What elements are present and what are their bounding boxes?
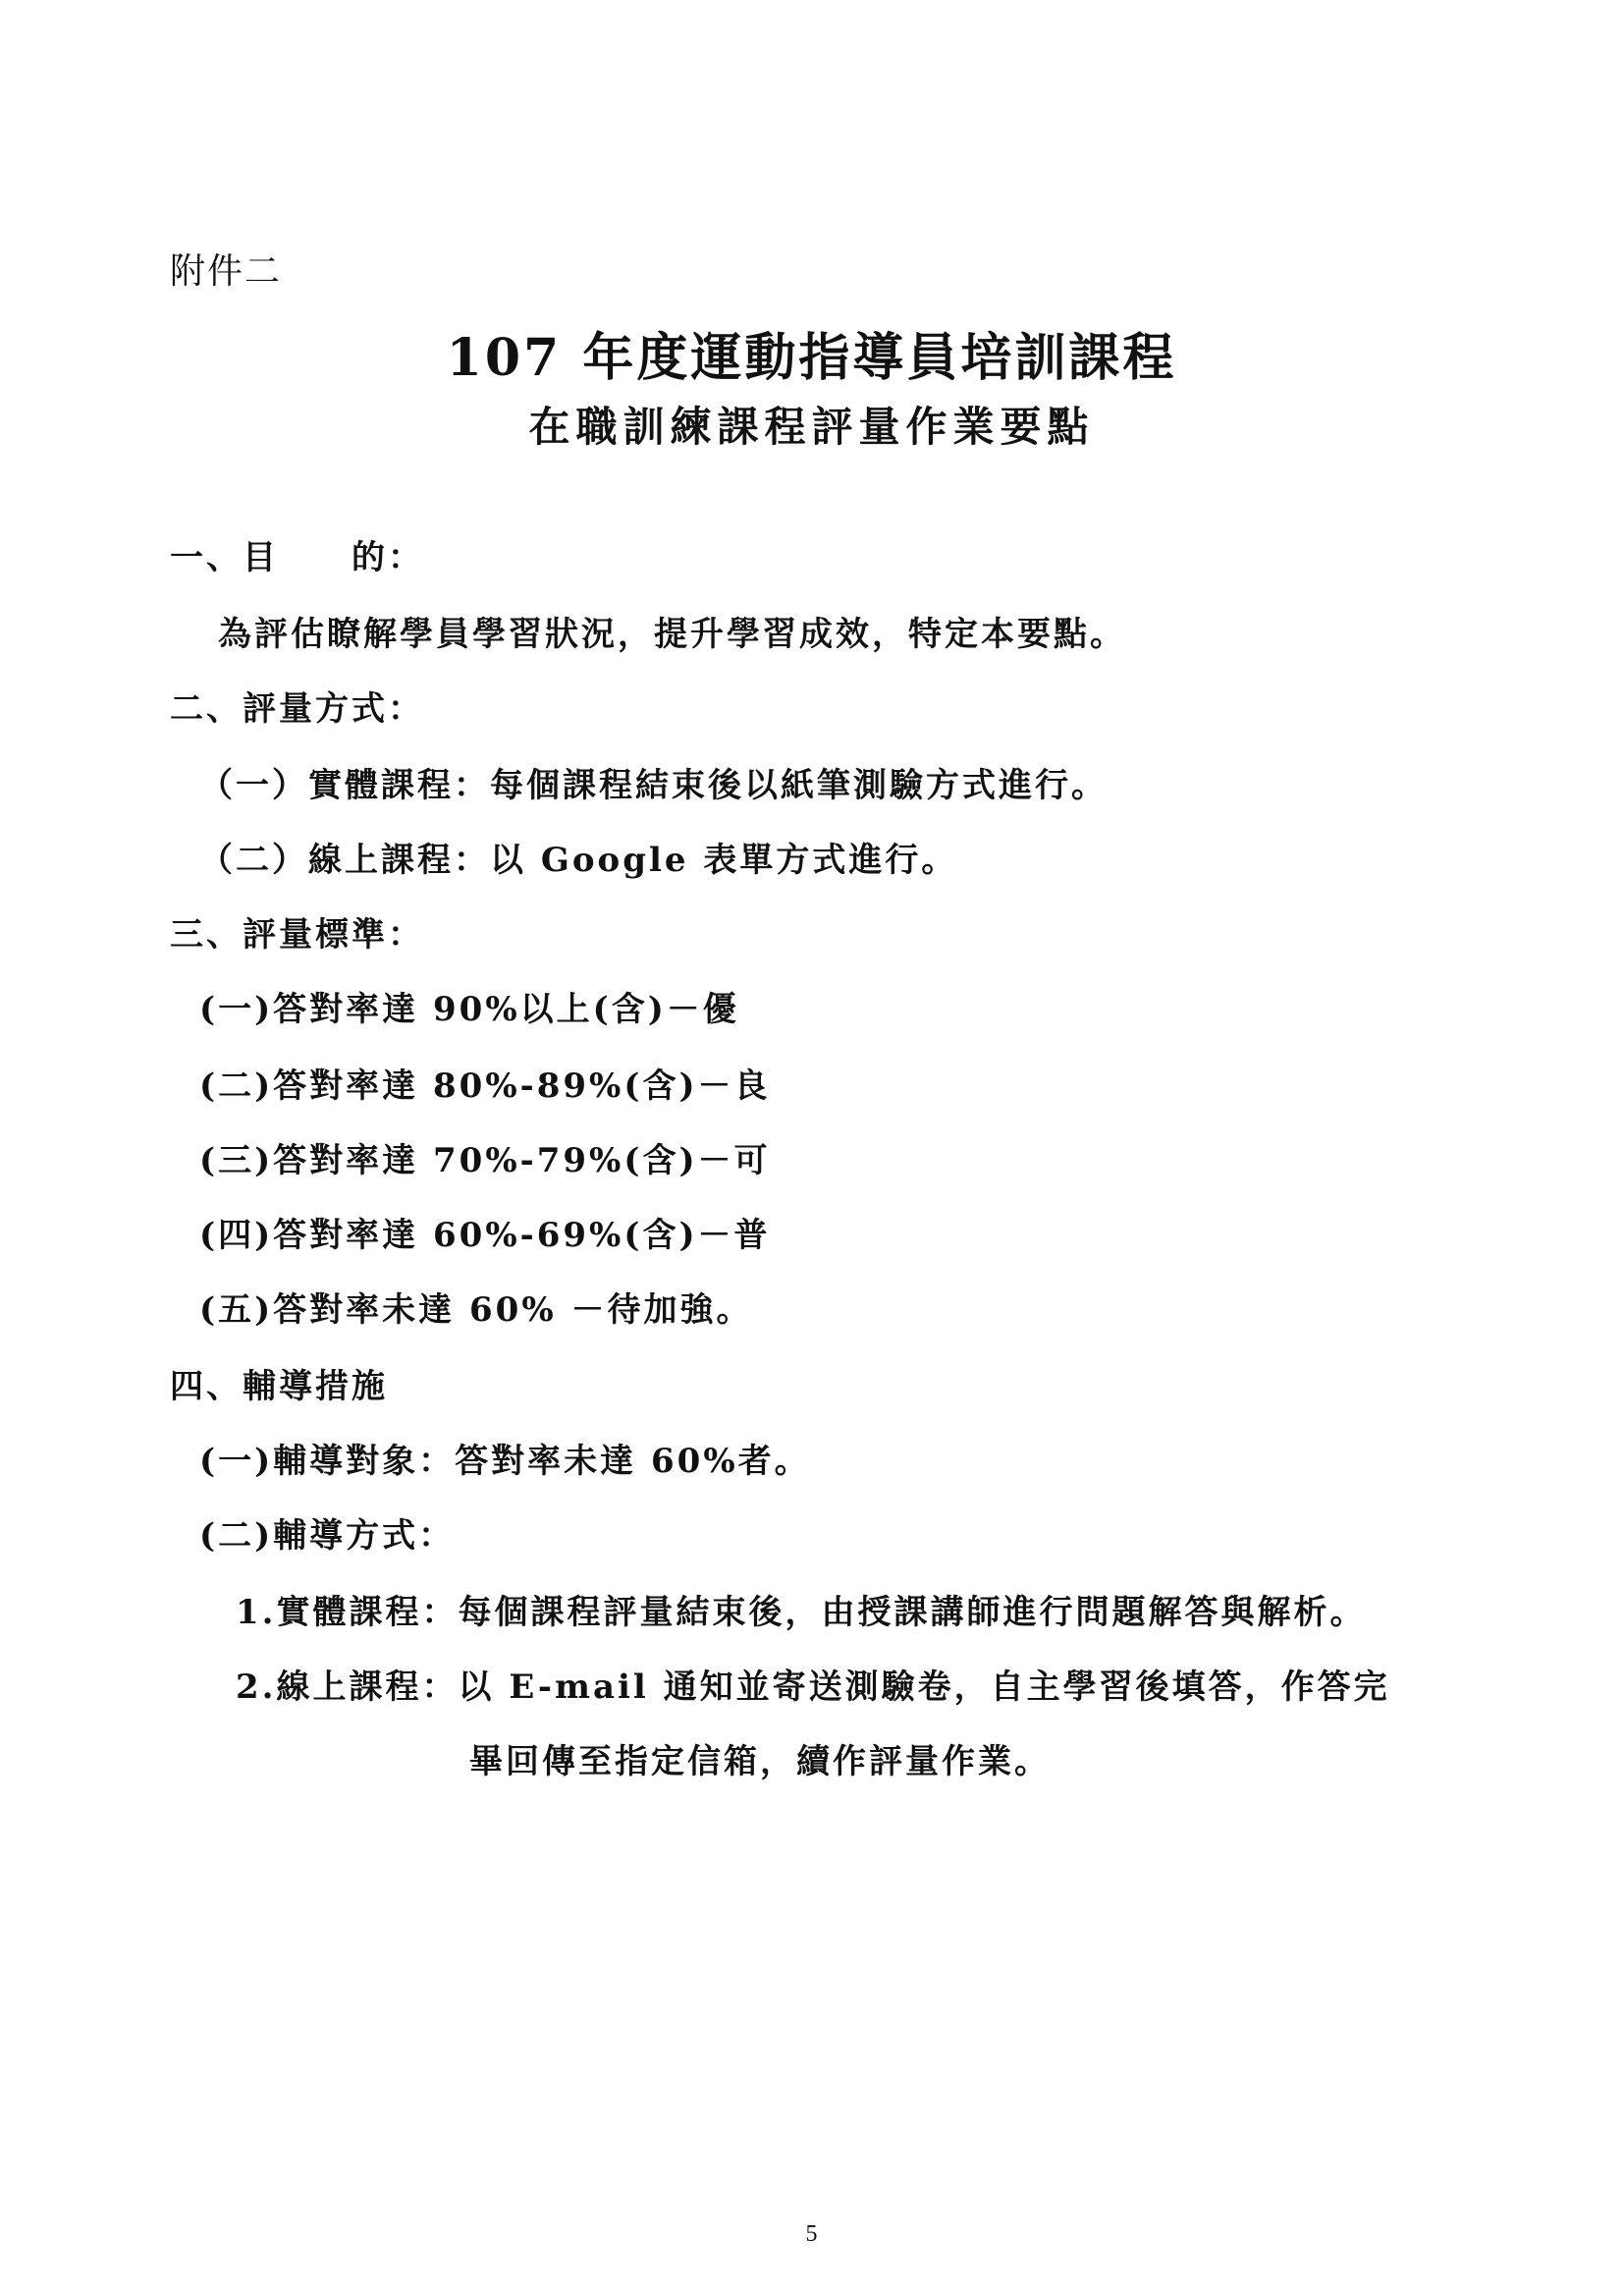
criteria-item-average: (四)答對率達 60%-69%(含)－普	[199, 1216, 771, 1255]
guidance-method-physical: 1.實體課程：每個課程評量結束後，由授課講師進行問題解答與解析。	[236, 1593, 1367, 1632]
attachment-label: 附件二	[170, 251, 283, 292]
document-title: 107 年度運動指導員培訓課程	[446, 328, 1177, 388]
section-purpose-body: 為評估瞭解學員學習狀況，提升學習成效，特定本要點。	[218, 615, 1126, 654]
section-guidance-heading: 四、輔導措施	[170, 1367, 388, 1406]
criteria-item-fair: (三)答對率達 70%-79%(含)－可	[199, 1141, 771, 1180]
guidance-method-online-continuation: 畢回傳至指定信箱，續作評量作業。	[469, 1742, 1051, 1781]
method-item-online: （二）線上課程：以 Google 表單方式進行。	[199, 841, 958, 880]
criteria-item-needs-improvement: (五)答對率未達 60% －待加強。	[199, 1290, 753, 1330]
guidance-method-heading: (二)輔導方式：	[199, 1516, 456, 1556]
guidance-method-online: 2.線上課程：以 E-mail 通知並寄送測驗卷，自主學習後填答，作答完	[236, 1667, 1390, 1707]
criteria-item-excellent: (一)答對率達 90%以上(含)－優	[199, 990, 739, 1029]
guidance-target: (一)輔導對象：答對率未達 60%者。	[199, 1442, 811, 1481]
method-item-physical: （一）實體課程：每個課程結束後以紙筆測驗方式進行。	[199, 766, 1108, 805]
section-criteria-heading: 三、評量標準：	[170, 915, 424, 955]
document-subtitle: 在職訓練課程評量作業要點	[528, 403, 1095, 451]
section-method-heading: 二、評量方式：	[170, 689, 424, 729]
section-purpose-heading: 一、目 的：	[170, 538, 424, 577]
page-number: 5	[805, 2221, 818, 2247]
criteria-item-good: (二)答對率達 80%-89%(含)－良	[199, 1066, 771, 1106]
